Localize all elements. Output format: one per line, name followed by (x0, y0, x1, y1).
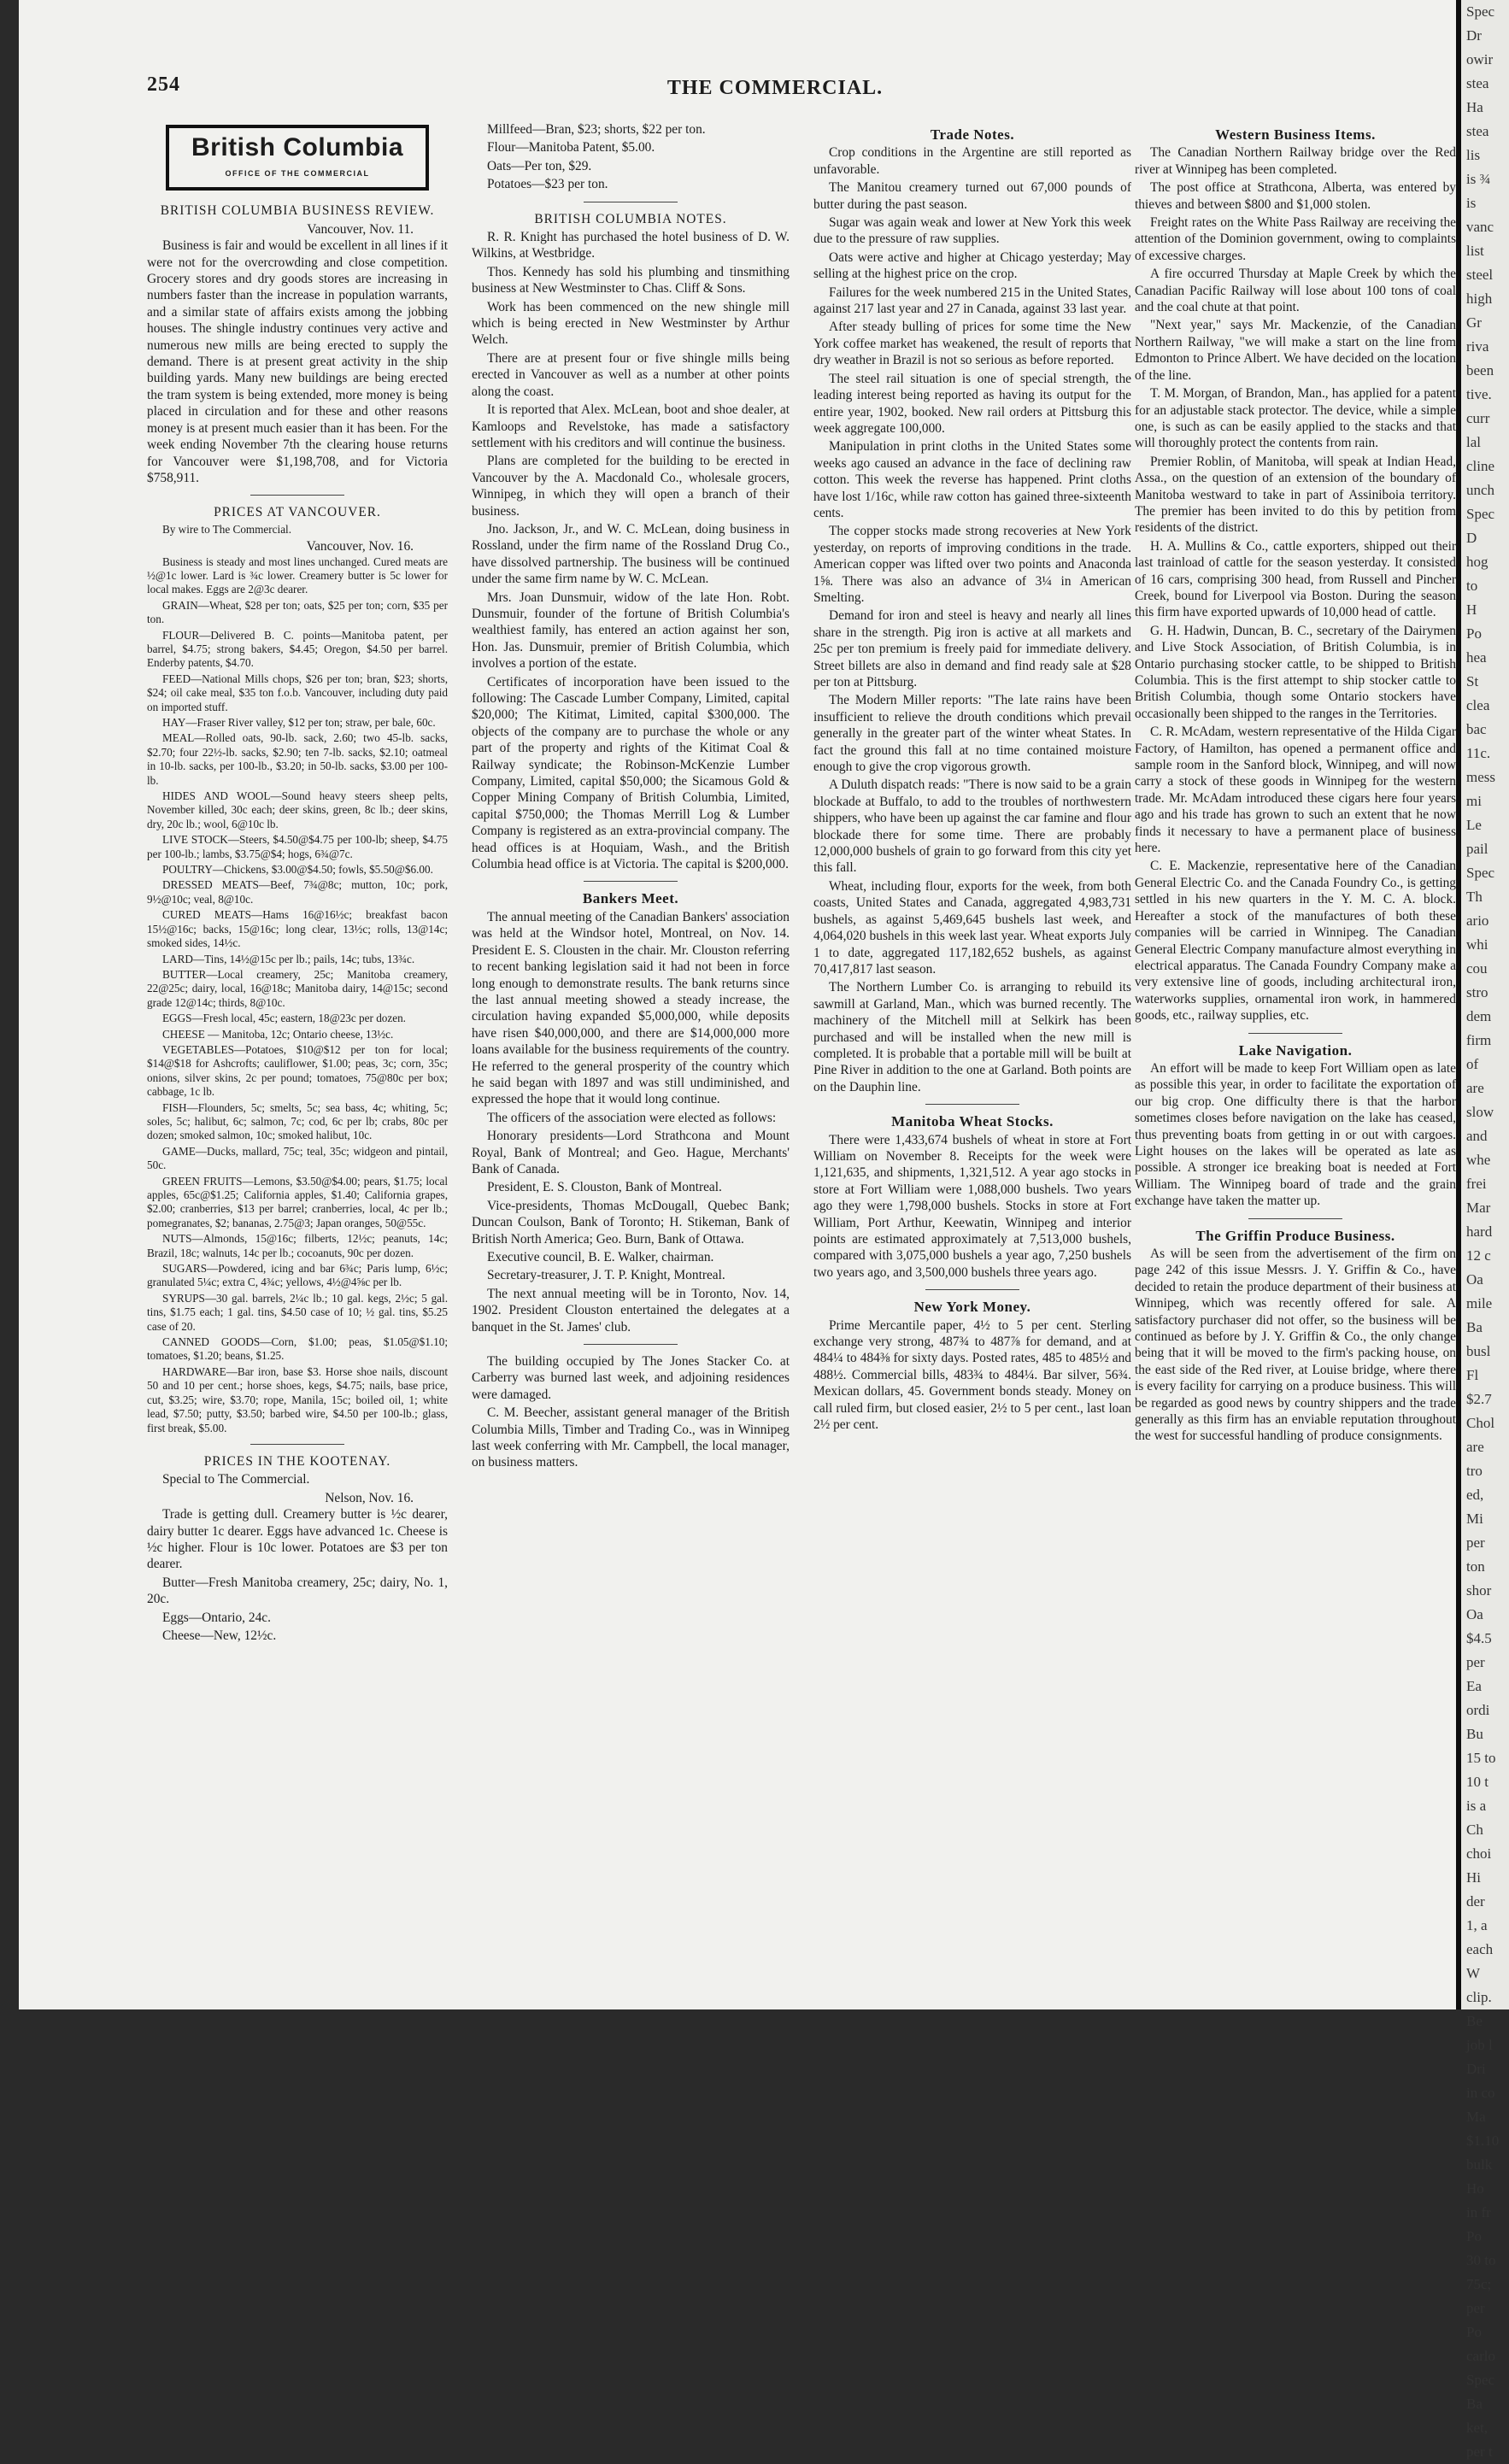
adjacent-page-fragment: tive. (1466, 386, 1492, 402)
adjacent-page-fragment: Ea (1466, 1678, 1482, 1694)
article-paragraph: It is reported that Alex. McLean, boot and shoe dealer, at Kamloops and Revelstoke, has made a satisfactory settlement with his creditors and will continue the business. (472, 402, 790, 450)
masthead-subtitle: OFFICE OF THE COMMERCIAL (225, 169, 370, 178)
adjacent-page-fragment: lal (1466, 434, 1481, 450)
article-paragraph: Work has been commenced on the new shingle mill which is being erected in New Westminster by Arthur Welch. (472, 299, 790, 348)
dateline: Nelson, Nov. 16. (325, 1490, 414, 1505)
article-paragraph: The next annual meeting will be in Toronto, Nov. 14, 1902. President Clouston entertained the delegates at a banquet in the St. James' club. (472, 1286, 790, 1335)
adjacent-page-fragment: D (1466, 530, 1477, 546)
section-title-manitoba-wheat: Manitoba Wheat Stocks. (891, 1113, 1054, 1130)
price-paragraph: LIVE STOCK—Steers, $4.50@$4.75 per 100-lb; sheep, $4.75 per 100-lb.; lambs, $3.75@$4; hogs, 6¾@7c. (147, 833, 448, 860)
article-paragraph: Wheat, including flour, exports for the week, from both coasts, United States and Canada, aggregated 4,983,731 bushels, as against 5,469,645 bushels last week, and 4,064,020 bushels in this week last year. Wheat exports July 1 to date, aggregated 117,182,652 bushels, as against 70,417,817 last season. (813, 878, 1131, 977)
adjacent-page-fragment: Oa (1466, 1606, 1483, 1622)
adjacent-page-fragment: 15 to (1466, 1750, 1496, 1766)
adjacent-page-fragment: $4.5 (1466, 1630, 1492, 1646)
adjacent-page-fragment: vanc (1466, 219, 1494, 235)
adjacent-page-fragment: Ho (1466, 2180, 1484, 2197)
price-line: Oats—Per ton, $29. (487, 158, 592, 173)
adjacent-page-fragment: mess (1466, 769, 1495, 785)
adjacent-page-fragment: ket, (1466, 2420, 1488, 2436)
adjacent-page-fragment: been (1466, 362, 1494, 378)
price-paragraph: VEGETABLES—Potatoes, $10@$12 per ton for local; $14@$18 for Ashcrofts; cauliflower, $1.00; peas, 3c; corn, 35c; onions, silver skins, 2c per pound; tomatoes, 75@80c per box; cabbage, 1c lb. (147, 1042, 448, 1099)
adjacent-page-fragment: firm (1466, 1032, 1492, 1048)
adjacent-page-fragment: shor (1466, 1582, 1492, 1599)
adjacent-page-fragment: 12 c (1466, 1247, 1491, 1264)
article-paragraph: Premier Roblin, of Manitoba, will speak at Indian Head, Assa., on the question of an extension of the boundary of Manitoba westward to take in part of Assiniboia territory. The premier has been invited to do this by petition from residents of the district. (1135, 454, 1456, 536)
article-paragraph: Thos. Kennedy has sold his plumbing and tinsmithing business at New Westminster to Chas. Cliff & Sons. (472, 264, 790, 296)
divider (1248, 1218, 1342, 1219)
divider (584, 1344, 678, 1345)
adjacent-page-fragment: Po (1466, 2324, 1482, 2340)
adjacent-page-fragment: to (1466, 578, 1478, 594)
adjacent-page-fragment: whi (1466, 936, 1488, 953)
adjacent-page-fragment: stro (1466, 984, 1488, 1000)
adjacent-page-fragment: Chol (1466, 1415, 1495, 1431)
adjacent-page-fragment: unch (1466, 482, 1495, 498)
adjacent-page-fragment: per (1466, 2300, 1485, 2316)
article-paragraph: The Modern Miller reports: "The late rains have been insufficient to relieve the drouth conditions which prevail generally in the greater part of the winter wheat States. In fact the ground this fall at no time contained moisture enough to give the crop vigorous growth. (813, 693, 1131, 775)
article-paragraph: Business is fair and would be excellent in all lines if it were not for the overcrowding and close competition. Grocery stores and dry goods stores are increasing in numbers faster than the increase in population warrants, and a similar state of affairs exists among the jobbing houses. The shingle industry continues very active and numerous new mills are being erected to supply the demand. There is at present great activity in the ship building yards. Many new buildings are being erected the tram system is being extended, more money is being placed in circulation and for these and other reasons money is at present much easier than it has been. For the week ending November 7th the clearing house returns for Vancouver were $1,198,708, and for Victoria $758,911. (147, 238, 448, 485)
article-paragraph: There are at present four or five shingle mills being erected in Vancouver as well as a number at other points along the coast. (472, 350, 790, 399)
adjacent-page-fragment: owir (1466, 51, 1494, 67)
adjacent-page-fragment: Dr (1466, 27, 1482, 44)
adjacent-page-fragment: 1, a (1466, 1917, 1488, 1933)
adjacent-page-fragment: per (1466, 1534, 1485, 1551)
article-paragraph: Sugar was again weak and lower at New York this week due to the pressure of raw supplies. (813, 215, 1131, 247)
page-number: 254 (147, 73, 180, 96)
article-paragraph: G. H. Hadwin, Duncan, B. C., secretary of the Dairymen and Live Stock Association, of British Columbia, is in Ontario purchasing stocker cattle, to be shipped to British Columbia. This is the first attempt to ship stocker cattle to British Columbia, though some Ontario stockers have occasionally been shipped to the ranges in the Territories. (1135, 623, 1456, 721)
article-paragraph: The steel rail situation is one of special strength, the leading interest being reported as having its output for the entire year, 1902, booked. New rail orders at Pittsburg this week aggregate 100,000. (813, 371, 1131, 436)
price-line: Flour—Manitoba Patent, $5.00. (487, 140, 655, 155)
price-paragraph: CHEESE — Manitoba, 12c; Ontario cheese, 13½c. (162, 1027, 394, 1041)
adjacent-page-fragment: ed, (1466, 1487, 1484, 1503)
adjacent-page-fragment: in co (1466, 2085, 1495, 2101)
adjacent-page-fragment: per (1466, 1654, 1485, 1670)
adjacent-page-fragment: $2.7 (1466, 1391, 1492, 1407)
adjacent-page-fragment: carlo (1466, 2348, 1495, 2364)
article-paragraph: H. A. Mullins & Co., cattle exporters, shipped out their last trainload of cattle for the season yesterday. It consisted of 16 cars, comprising 300 head, from Russell and Pincher Creek, bound for Liverpool via Boston. During the season this firm have exported upwards of 10,000 head of cattle. (1135, 538, 1456, 620)
article-paragraph: Eggs—Ontario, 24c. (162, 1610, 271, 1625)
article-paragraph: "Next year," says Mr. Mackenzie, of the Canadian Northern Railway, "we will make a start on the line from Edmonton to Prince Albert. We have decided on the location of the line. (1135, 318, 1456, 383)
adjacent-page-fragment: is a (1466, 1798, 1487, 1814)
adjacent-page-fragment: Mi (1466, 1511, 1483, 1527)
article-paragraph: The Northern Lumber Co. is arranging to rebuild its sawmill at Garland, Man., which was burned recently. The machinery of the Mitchell mill at Selkirk has been purchased and will be installed when the new mill is completed. It is probable that a portable mill will be built at Pine River in addition to the one at Garland. Both points are on the Dauphin line. (813, 980, 1131, 1094)
section-title-prices-vancouver: PRICES AT VANCOUVER. (214, 505, 381, 520)
masthead-box (166, 125, 429, 191)
adjacent-page-fragment: Po (1466, 2228, 1482, 2244)
adjacent-page-fragment: 30 to (1466, 2252, 1496, 2268)
section-title-prices-kootenay: PRICES IN THE KOOTENAY. (203, 1453, 391, 1469)
adjacent-page-fragment: mile (1466, 1295, 1493, 1311)
article-paragraph: Cheese—New, 12½c. (162, 1628, 277, 1643)
article-paragraph: Trade is getting dull. Creamery butter is ½c dearer, dairy butter 1c dearer. Eggs have advanced 1c. Cheese is ½c higher. Flour is 10c lower. Potatoes are $3 per ton dearer. (147, 1507, 448, 1572)
article-paragraph: A fire occurred Thursday at Maple Creek by which the Canadian Pacific Railway will lose about 100 tons of coal and the coal chute at that point. (1135, 267, 1456, 315)
price-paragraph: FLOUR—Delivered B. C. points—Manitoba patent, per barrel, $4.75; strong bakers, $4.45; Oregon, $4.50 per barrel. Enderby patents, $4.70. (147, 628, 448, 670)
price-paragraph: GREEN FRUITS—Lemons, $3.50@$4.00; pears, $1.75; local apples, 65c@$1.25; California apples, $1.40; California grapes, $2.00; cranberries, $13 per barrel; cranberries, local, 4c per lb.; pomegranates, $2; bananas, 2.75@3; Japan oranges, 50@55c. (147, 1174, 448, 1229)
byline: Special to The Commercial. (162, 1472, 310, 1487)
article-paragraph: There were 1,433,674 bushels of wheat in store at Fort William on November 8. Receipts for the week were 1,121,635, and shipments, 1,321,512. A year ago stocks in store at Fort William were 1,088,000 bushels. Two years ago they were 1,798,000 bushels. Stocks in store at Fort William, Port Arthur, Keewatin, Winnipeg and interior points are estimated approximately at 7,513,000 bushels, compared with 3,075,000 bushels a year ago, 7,250 bushels two years ago, and 3,500,000 bushels three years ago. (813, 1132, 1131, 1280)
adjacent-page-fragment: pail (1466, 841, 1488, 857)
price-paragraph: NUTS—Almonds, 15@16c; filberts, 12½c; peanuts, 14c; Brazil, 18c; walnuts, 14c per lb.; cocoanuts, 90c per dozen. (147, 1232, 448, 1259)
adjacent-page-fragment: Ch (1466, 1822, 1483, 1838)
column-2 (472, 121, 790, 1975)
adjacent-page-edge (1456, 0, 1509, 2460)
price-paragraph: MEAL—Rolled oats, 90-lb. sack, 2.60; two 45-lb. sacks, $2.70; four 22½-lb. sacks, $2.90; ten 7-lb. sacks, $2.10; oatmeal in 10-lb. sacks, per 100-lb., $3.20; in 50-lb. sacks, $3.00 per 100-lb. (147, 731, 448, 787)
adjacent-page-fragment: Fl (1466, 1367, 1479, 1383)
price-paragraph: DRESSED MEATS—Beef, 7¾@8c; mutton, 10c; pork, 9½@10c; veal, 8@10c. (147, 878, 448, 906)
article-paragraph: Manipulation in print cloths in the United States some weeks ago caused an advance in the face of declining raw cotton. This week the reverse has happened. Print cloths have lost 1/16c, while raw cotton has gained three-sixteenth cents. (813, 439, 1131, 520)
article-paragraph: Secretary-treasurer, J. T. P. Knight, Montreal. (487, 1268, 725, 1283)
column-1 (147, 121, 448, 1975)
adjacent-page-fragment: hea (1466, 649, 1487, 666)
article-paragraph: As will be seen from the advertisement of the firm on page 242 of this issue Messrs. J. Y. Griffin & Co., have decided to retain the produce department of their business at Winnipeg, which was recently offered for sale. A satisfactory purchaser did not offer, so the business will be continued as before by J. Y. Griffin & Co., the only change being that it will be moved to the firm's packing house, on the east side of the Red river, at Louise bridge, where there is every facility for carrying on a produce business. This will be regarded as good news by country shippers and the trade generally as this firm has an enviable reputation throughout the west for successful handling of produce consignments. (1135, 1247, 1456, 1444)
adjacent-page-fragment: Ba (1466, 2396, 1483, 2412)
adjacent-page-fragment: bac (1466, 721, 1487, 737)
price-paragraph: LARD—Tins, 14½@15c per lb.; pails, 14c; tubs, 13¾c. (162, 952, 415, 965)
adjacent-page-fragment: are (1466, 1080, 1484, 1096)
adjacent-page-fragment: clea (1466, 697, 1490, 713)
newspaper-page (19, 0, 1456, 2009)
dateline: Vancouver, Nov. 11. (307, 221, 414, 237)
adjacent-page-fragment: St (1466, 673, 1479, 689)
adjacent-page-fragment: of (1466, 1056, 1479, 1072)
article-paragraph: Vice-presidents, Thomas McDougall, Quebec Bank; Duncan Coulson, Bank of Toronto; H. Stikeman, Bank of British North America; Geo. Burn, Bank of Ottawa. (472, 1198, 790, 1247)
column-3 (813, 121, 1131, 1975)
price-paragraph: SYRUPS—30 gal. barrels, 2¼c lb.; 10 gal. kegs, 2½c; 5 gal. tins, $1.75 each; 1 gal. tins, $4.50 case of 10; ½ gal. tins, $5.25 case of 20. (147, 1291, 448, 1333)
adjacent-page-fragment: whe (1466, 1152, 1491, 1168)
price-line: Potatoes—$23 per ton. (487, 177, 608, 192)
divider (250, 495, 344, 496)
article-paragraph: Certificates of incorporation have been issued to the following: The Cascade Lumber Company, Limited, capital $20,000; The Kitimat, Limited, capital $300,000. The objects of the company are to purchase the whole or any part of the property and rights of the Kitimat Coal & Railway syndicate; the Robinson-McKenzie Lumber Company, Limited, capital $50,000; the Sicamous Gold & Copper Mining Company of British Columbia, Limited, capital $750,000; the Thomas Merrill Log & Lumber Company is registered as an extra-provincial company. The head offices is at Hoquiam, Wash., and the British Columbia head office is at Victoria. The capital is $200,000. (472, 674, 790, 872)
article-paragraph: The building occupied by The Jones Stacker Co. at Carberry was burned last week, and adjoining residences were damaged. (472, 1354, 790, 1402)
article-paragraph: R. R. Knight has purchased the hotel business of D. W. Wilkins, at Westbridge. (472, 230, 790, 261)
adjacent-page-fragment: cline (1466, 458, 1495, 474)
adjacent-page-fragment: Spec (1466, 865, 1495, 881)
adjacent-page-fragment: choi (1466, 1845, 1492, 1862)
price-paragraph: EGGS—Fresh local, 45c; eastern, 18@23c per dozen. (162, 1012, 406, 1025)
adjacent-page-fragment: busl (1466, 1343, 1491, 1359)
adjacent-page-fragment: riva (1466, 338, 1489, 355)
adjacent-page-fragment: Le (1466, 817, 1482, 833)
adjacent-page-fragment: Dri (1466, 2061, 1486, 2077)
price-paragraph: HAY—Fraser River valley, $12 per ton; straw, per bale, 60c. (162, 716, 436, 729)
article-paragraph: The Canadian Northern Railway bridge over the Red river at Winnipeg has been completed. (1135, 145, 1456, 177)
price-line: Millfeed—Bran, $23; shorts, $22 per ton. (487, 122, 706, 137)
adjacent-page-fragment: cou (1466, 960, 1488, 977)
article-paragraph: T. M. Morgan, of Brandon, Man., has applied for a patent for an adjustable stack protector. The device, while a simple one, is such as can be easily applied to the stacks and that will thoroughly protect the contents from rain. (1135, 386, 1456, 451)
adjacent-page-fragment: H (1466, 601, 1477, 618)
price-paragraph: GAME—Ducks, mallard, 75c; teal, 35c; widgeon and pintail, 50c. (147, 1144, 448, 1172)
article-paragraph: Oats were active and higher at Chicago yesterday; May selling at the highest price on the crop. (813, 249, 1131, 282)
adjacent-page-fragment: Th (1466, 889, 1483, 905)
adjacent-page-fragment: $1.10 (1466, 2133, 1500, 2149)
adjacent-page-fragment: ordi (1466, 1702, 1490, 1718)
adjacent-page-fragment: ario (1466, 912, 1489, 929)
adjacent-page-fragment: ton (1466, 1558, 1485, 1575)
article-paragraph: Failures for the week numbered 215 in the United States, against 217 last year and 27 in Canada, against 33 last year. (813, 285, 1131, 317)
adjacent-page-fragment: 11c. (1466, 745, 1491, 761)
article-paragraph: C. R. McAdam, western representative of the Hilda Cigar Factory, of Hamilton, has opened a permanent office and sample room in the Sanford block, Winnipeg, and will now carry a stock of these goods in Winnipeg for the western trade. Mr. McAdam introduced these cigars here four years ago and his trade has grown to such an extent that he now finds it necessary to have a permanent place of business here. (1135, 725, 1456, 856)
section-title-lake-navigation: Lake Navigation. (1238, 1041, 1353, 1059)
divider (250, 1444, 344, 1445)
article-paragraph: A Duluth dispatch reads: "There is now said to be a grain blockade at Buffalo, to add to the troubles of northwestern shippers, who have been up against the car famine and flour blockade there for some time. There are probably 12,000,000 bushels of grain to go forward from this city yet this fall. (813, 777, 1131, 876)
price-paragraph: SUGARS—Powdered, icing and bar 6¾c; Paris lump, 6½c; granulated 5¼c; extra C, 4¾c; yellows, 4½@4⅝c per lb. (147, 1262, 448, 1289)
price-paragraph: HIDES AND WOOL—Sound heavy steers sheep pelts, November killed, 30c each; deer skins, green, 8c lb.; deer skins, dry, 20c lb.; wool, 6@10c lb. (147, 789, 448, 830)
article-paragraph: The Manitou creamery turned out 67,000 pounds of butter during the past season. (813, 180, 1131, 212)
article-paragraph: Plans are completed for the building to be erected in Vancouver by the A. Macdonald Co., wholesale grocers, Winnipeg, in which they will open a branch of their business. (472, 454, 790, 519)
adjacent-page-fragment: 75c; (1466, 2276, 1492, 2292)
adjacent-page-fragment: clip. (1466, 1989, 1492, 2005)
section-title-bc-review: BRITISH COLUMBIA BUSINESS REVIEW. (160, 203, 435, 219)
dateline: Vancouver, Nov. 16. (306, 539, 414, 554)
adjacent-page-fragment: frei (1466, 1176, 1487, 1192)
article-paragraph: Demand for iron and steel is heavy and nearly all lines share in the strength. Pig iron is active at all markets and 25c per ton premium is freely paid for immediate delivery. Street billets are also in demand and find ready sale at $28 per ton at Pittsburg. (813, 608, 1131, 689)
price-paragraph: GRAIN—Wheat, $28 per ton; oats, $25 per ton; corn, $35 per ton. (147, 598, 448, 626)
article-paragraph: President, E. S. Clouston, Bank of Montreal. (487, 1180, 722, 1195)
adjacent-page-fragment: hog (1466, 554, 1488, 570)
adjacent-page-fragment: job l (1466, 2037, 1493, 2053)
article-paragraph: C. M. Beecher, assistant general manager of the British Columbia Mills, Timber and Trading Co., was in Winnipeg last week conferring with Mr. Campbell, the local manager, on business matters. (472, 1405, 790, 1470)
adjacent-page-fragment: stea (1466, 123, 1489, 139)
divider (584, 881, 678, 882)
section-title-griffin: The Griffin Produce Business. (1195, 1227, 1395, 1244)
adjacent-page-fragment: is (1466, 195, 1477, 211)
adjacent-page-fragment: W (1466, 1965, 1481, 1981)
page-header (147, 73, 1403, 108)
adjacent-page-fragment: in fr (1466, 2204, 1491, 2221)
adjacent-page-fragment: steel (1466, 267, 1494, 283)
price-paragraph: FISH—Flounders, 5c; smelts, 5c; sea bass, 4c; whiting, 5c; soles, 5c; halibut, 6c; salmon, 7c; cod, 6c per lb; crabs, 80c per dozen; smoked salmon, 10c; smoked halibut, 10c. (147, 1100, 448, 1142)
article-paragraph: After steady bulling of prices for some time the New York coffee market has weakened, the result of reports that dry weather in Brazil is not so serious as before reported. (813, 320, 1131, 368)
adjacent-page-fragment: der (1466, 1893, 1485, 1910)
adjacent-page-fragment: Gr (1466, 314, 1482, 331)
article-paragraph: Prime Mercantile paper, 4½ to 5 per cent. Sterling exchange very strong, 487¾ to 487⅞ for demand, and at 484¼ to 484⅜ for sixty days. Posted rates, 485 to 485½ and 488½. Commercial bills, 483¾ to 484¼. Bar silver, 56¾. Mexican dollars, 45. Government bonds steady. Money on call ruled firm, but closed easier, 2½ to 5 per cent., last loan 2½ per cent. (813, 1317, 1131, 1433)
adjacent-page-fragment: and (1466, 1128, 1488, 1144)
adjacent-page-fragment: hard (1466, 1223, 1493, 1240)
adjacent-page-fragment: Be (1466, 2013, 1483, 2029)
section-title-bc-notes: BRITISH COLUMBIA NOTES. (534, 211, 727, 226)
adjacent-page-fragment: list (1466, 243, 1484, 259)
divider (1248, 1033, 1342, 1034)
price-paragraph: Business is steady and most lines unchanged. Cured meats are ½@1c lower. Lard is ¾c lower. Creamery butter is 5c lower for local makes. Eggs are 2@3c dearer. (147, 554, 448, 596)
adjacent-page-fragment: Spec (1466, 506, 1495, 522)
adjacent-page-fragment: Po (1466, 625, 1482, 642)
article-paragraph: Crop conditions in the Argentine are still reported as unfavorable. (813, 145, 1131, 177)
article-paragraph: Honorary presidents—Lord Strathcona and Mount Royal, Bank of Montreal; and Geo. Hague, Merchants' Bank of Canada. (472, 1129, 790, 1176)
adjacent-page-fragment: 10 t (1466, 1774, 1488, 1790)
adjacent-page-fragment: Ma (1466, 2109, 1486, 2125)
price-paragraph: FEED—National Mills chops, $26 per ton; bran, $23; shorts, $24; oil cake meal, $35 ton f.o.b. Vancouver, including duty paid on imported stuff. (147, 672, 448, 713)
adjacent-page-fragment: slow (1466, 1104, 1494, 1120)
article-paragraph: The post office at Strathcona, Alberta, was entered by thieves and between $800 and $1,000 stolen. (1135, 180, 1456, 212)
article-paragraph: Freight rates on the White Pass Railway are receiving the attention of the Dominion government, owing to complaints of excessive charges. (1135, 215, 1456, 263)
adjacent-page-fragment: dem (1466, 1008, 1492, 1024)
adjacent-page-fragment: Ba (1466, 1319, 1483, 1335)
adjacent-page-fragment: tro (1466, 1463, 1483, 1479)
section-title-ny-money: New York Money. (913, 1299, 1031, 1316)
adjacent-page-fragment: Spec (1466, 2372, 1495, 2388)
adjacent-page-fragment: high (1466, 290, 1493, 307)
adjacent-page-fragment: is ¾ (1466, 171, 1491, 187)
divider (925, 1289, 1019, 1290)
byline: By wire to The Commercial. (162, 522, 292, 536)
adjacent-page-fragment: Mar (1466, 1200, 1491, 1216)
article-paragraph: The copper stocks made strong recoveries at New York yesterday, on reports of improving conditions in the trade. American copper was lifted over two points and Anaconda 1⅝. There was also an advance of 3¼ in American Smelting. (813, 524, 1131, 605)
adjacent-page-fragment: Bu (1466, 1726, 1483, 1742)
publication-title: THE COMMERCIAL. (666, 77, 884, 99)
article-paragraph: C. E. Mackenzie, representative here of the Canadian General Electric Co. and the Canada Foundry Co., is getting settled in his new quarters in the Y. M. C. A. block. Hereafter a stock of the manufactures of both these companies will be carried in Winnipeg. The Canadian General Electric Company manufacture almost everything in electrical apparatus. The Canada Foundry Company make a very extensive line of goods, including architectural iron, waterworks supplies, ornamental iron work, in hammered goods, etc., railway supplies, etc. (1135, 859, 1456, 1024)
adjacent-page-fragment: lis (1466, 147, 1481, 163)
article-paragraph: Executive council, B. E. Walker, chairman. (487, 1250, 714, 1264)
price-paragraph: POULTRY—Chickens, $3.00@$4.50; fowls, $5.50@$6.00. (162, 863, 433, 877)
adjacent-page-fragment: stea (1466, 75, 1489, 91)
price-paragraph: HARDWARE—Bar iron, base $3. Horse shoe nails, discount 50 and 10 per cent.; horse shoes, kegs, $4.75; nails, base price, cut, $3.25; wire, $3.70; rope, Manila, 15c; boiled oil, 1; white lead, $7.50; putty, $3.50; barbed wire, $4.50 per 100-lb.; glass, first break, $5.00. (147, 1364, 448, 1434)
adjacent-page-fragment: Spec (1466, 3, 1495, 20)
article-paragraph: Butter—Fresh Manitoba creamery, 25c; dairy, No. 1, 20c. (147, 1575, 448, 1607)
divider (925, 1104, 1019, 1105)
article-paragraph: Jno. Jackson, Jr., and W. C. McLean, doing business in Rossland, under the firm name of the Rossland Drug Co., have dissolved partnership. The business will be continued under the same firm name by W. C. McLean. (472, 521, 790, 587)
article-paragraph: Mrs. Joan Dunsmuir, widow of the late Hon. Robt. Dunsmuir, founder of the fortune of British Columbia's wealthiest family, has entered an action against her son, Hon. Jas. Dunsmuir, premier of British Columbia, which involves a portion of the estate. (472, 590, 790, 672)
adjacent-page-fragment: bulk (1466, 2156, 1493, 2173)
adjacent-page-fragment: curr (1466, 410, 1490, 426)
price-paragraph: CURED MEATS—Hams 16@16½c; breakfast bacon 15½@16c; backs, 15@16c; long clear, 13½c; rolls, 13@14c; smoked sides, 14½c. (147, 908, 448, 950)
adjacent-page-fragment: Oa (1466, 1271, 1483, 1288)
price-paragraph: BUTTER—Local creamery, 25c; Manitoba creamery, 22@25c; dairy, local, 16@18c; Manitoba dairy, 14@15c; second grade 12@14c; thirds, 8@10c. (147, 967, 448, 1009)
article-paragraph: The annual meeting of the Canadian Bankers' association was held at the Windsor hotel, Montreal, on Nov. 14. President E. S. Clousten in the chair. Mr. Clouston referring to recent banking legislation said it had not been in force long enough to demonstrate results. The bank returns since the last annual meeting showed a steady increase, the circulation having expanded $5,000,000, while deposits have risen $40,000,000, and there are $14,000,000 more loans available for the business requirements of the country. He referred to the general prosperity of the country which he said began with 1897 and was still undiminished, and expressed the hope that it would long continue. (472, 909, 790, 1107)
adjacent-page-fragment: each (1466, 1941, 1494, 1957)
article-paragraph: The officers of the association were elected as follows: (487, 1110, 777, 1125)
adjacent-page-fragment: Hi (1466, 1869, 1481, 1886)
section-title-bankers-meet: Bankers Meet. (582, 890, 679, 907)
adjacent-page-fragment: per t (1466, 2443, 1493, 2460)
adjacent-page-fragment: Ha (1466, 99, 1483, 115)
section-title-western-business: Western Business Items. (1215, 126, 1376, 143)
article-paragraph: An effort will be made to keep Fort William open as late as possible this year, in order to facilitate the exportation of our big crop. One difficulty there is that the harbor sometimes closes before navigation on the lake has ceased, thus preventing boats from getting in or out with cargoes. Light houses on the lakes will be operated as late as possible. A stronger ice breaking boat is needed at Fort William. The Winnipeg board of trade and the grain exchange have taken the matter up. (1135, 1060, 1456, 1209)
adjacent-page-fragment: are (1466, 1439, 1484, 1455)
column-4 (1135, 121, 1456, 1975)
section-title-trade-notes: Trade Notes. (930, 126, 1015, 143)
masthead-title: British Columbia (191, 133, 403, 161)
price-paragraph: CANNED GOODS—Corn, $1.00; peas, $1.05@$1.10; tomatoes, $1.20; beans, $1.25. (147, 1335, 448, 1363)
adjacent-page-fragment: mi (1466, 793, 1482, 809)
